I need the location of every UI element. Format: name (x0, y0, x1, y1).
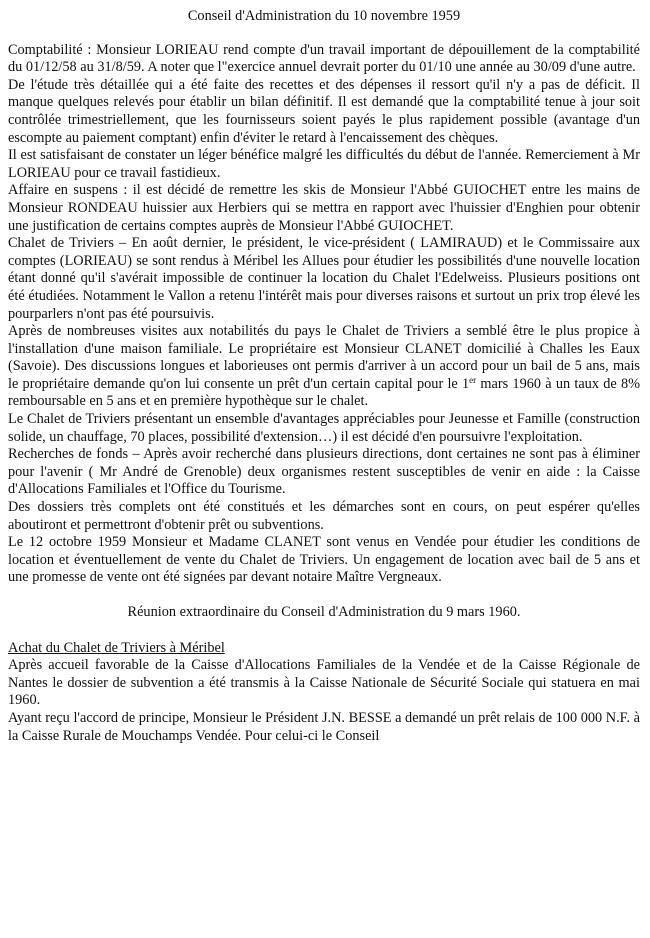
paragraph-avantages: Le Chalet de Triviers présentant un ensemble d'avantages appréciables pour Jeunesse et Famille (construction solide, un chauffage, 70 places, possibilité d'extension…) il est décidé d'en poursuivre l'exploitation. (8, 411, 640, 445)
paragraph-comptabilite: Comptabilité : Monsieur LORIEAU rend compte d'un travail important de dépouillement de la comptabilité du 01/12/58 au 31/8/59. A noter que l"exercice annuel devrait porter du 01/10 une année au 30/09 d'une autre. (8, 41, 640, 76)
paragraph-visites (8, 323, 640, 411)
paragraph-etude: De l'étude très détaillée qui a été faite des recettes et des dépenses il ressort qu'il n'y a pas de déficit. Il manque quelques relevés pour établir un bilan définitif. Il est demandé que la comptabilité tenue à jour soit contrôlée trimestriellement, que les fournisseurs soient payés le plus rapidement possible (avantage d'un escompte au paiement comptant) enfin d'éviter le retard à l'encaissement des chèques. (8, 76, 640, 146)
paragraph-accueil-favorable: Après accueil favorable de la Caisse d'Allocations Familiales de la Vendée et de la Caisse Régionale de Nantes le dossier de subvention a été transmis à la Caisse Nationale de Sécurité Sociale qui statuera en mai 1960. (8, 657, 640, 709)
paragraph-visites-text-a: Après de nombreuses visites aux notabilités du pays le Chalet de Triviers a semblé être le plus propice à l'installation d'une maison familiale. Le propriétaire est Monsieur CLANET domicilié à Challes les Eaux (Savoie). Des discussions longues et laborieuses ont permis d'arriver à un accord pour un bail de 5 ans, mais le propriétaire demande qu'on lui consente un prêt d'un certain capital pour le 1 (8, 323, 640, 392)
paragraph-chalet-triviers: Chalet de Triviers – En août dernier, le président, le vice-président ( LAMIRAUD) et le Commissaire aux comptes (LORIEAU) se sont rendus à Méribel les Allues pour étudier les possibilités d'une nouvelle location étant donné qu'il s'avérait impossible de continuer la location du Chalet l'Edelweiss. Plusieurs positions ont été étudiées. Notamment le Vallon a retenu l'intérêt mais pour diverses raisons et surtout un prix trop élevé les pourparlers n'ont pas été poursuivis. (8, 235, 640, 322)
meeting-heading-1960: Réunion extraordinaire du Conseil d'Administration du 9 mars 1960. (127, 604, 521, 620)
paragraph-clanet-visite: Le 12 octobre 1959 Monsieur et Madame CLANET sont venus en Vendée pour étudier les conditions de location et éventuellement de vente du Chalet de Triviers. Un engagement de location avec bail de 5 ans et une promesse de vente ont été signées par devant notaire Maître Vergneaux. (8, 534, 640, 586)
paragraph-affaire-suspens: Affaire en suspens : il est décidé de remettre les skis de Monsieur l'Abbé GUIOCHET entre les mains de Monsieur RONDEAU huissier aux Herbiers qui se mettra en rapport avec l'huissier d'Enghien pour obtenir une justification de certains comptes auprès de Monsieur l'Abbé GUIOCHET. (8, 182, 640, 234)
paragraph-dossiers: Des dossiers très complets ont été constitués et les démarches sont en cours, on peut espérer qu'elles aboutiront et permettront d'obtenir prêt ou subventions. (8, 499, 640, 533)
paragraph-pret-relais: Ayant reçu l'accord de principe, Monsieur le Président J.N. BESSE a demandé un prêt relais de 100 000 N.F. à la Caisse Rurale de Mouchamps Vendée. Pour celui-ci le Conseil (8, 709, 640, 744)
paragraph-recherches-fonds: Recherches de fonds – Après avoir recherché dans plusieurs directions, dont certaines ne sont pas à éliminer pour l'avenir ( Mr André de Grenoble) deux organismes restent susceptibles de venir en aide : la Caisse d'Allocations Familiales et l'Office du Tourisme. (8, 446, 640, 498)
superscript-er: er (469, 374, 477, 385)
meeting-heading-1959: Conseil d'Administration du 10 novembre 1959 (187, 8, 461, 24)
paragraph-visites-text-b: mars 1960 à un taux de 8% remboursable en 5 ans et en première hypothèque sur le chalet. (8, 375, 640, 410)
paragraph-benefice: Il est satisfaisant de constater un léger bénéfice malgré les difficultés du début de l'année. Remerciement à Mr LORIEAU pour ce travail fastidieux. (8, 147, 640, 181)
section-title-achat-chalet: Achat du Chalet de Triviers à Méribel (8, 639, 225, 656)
